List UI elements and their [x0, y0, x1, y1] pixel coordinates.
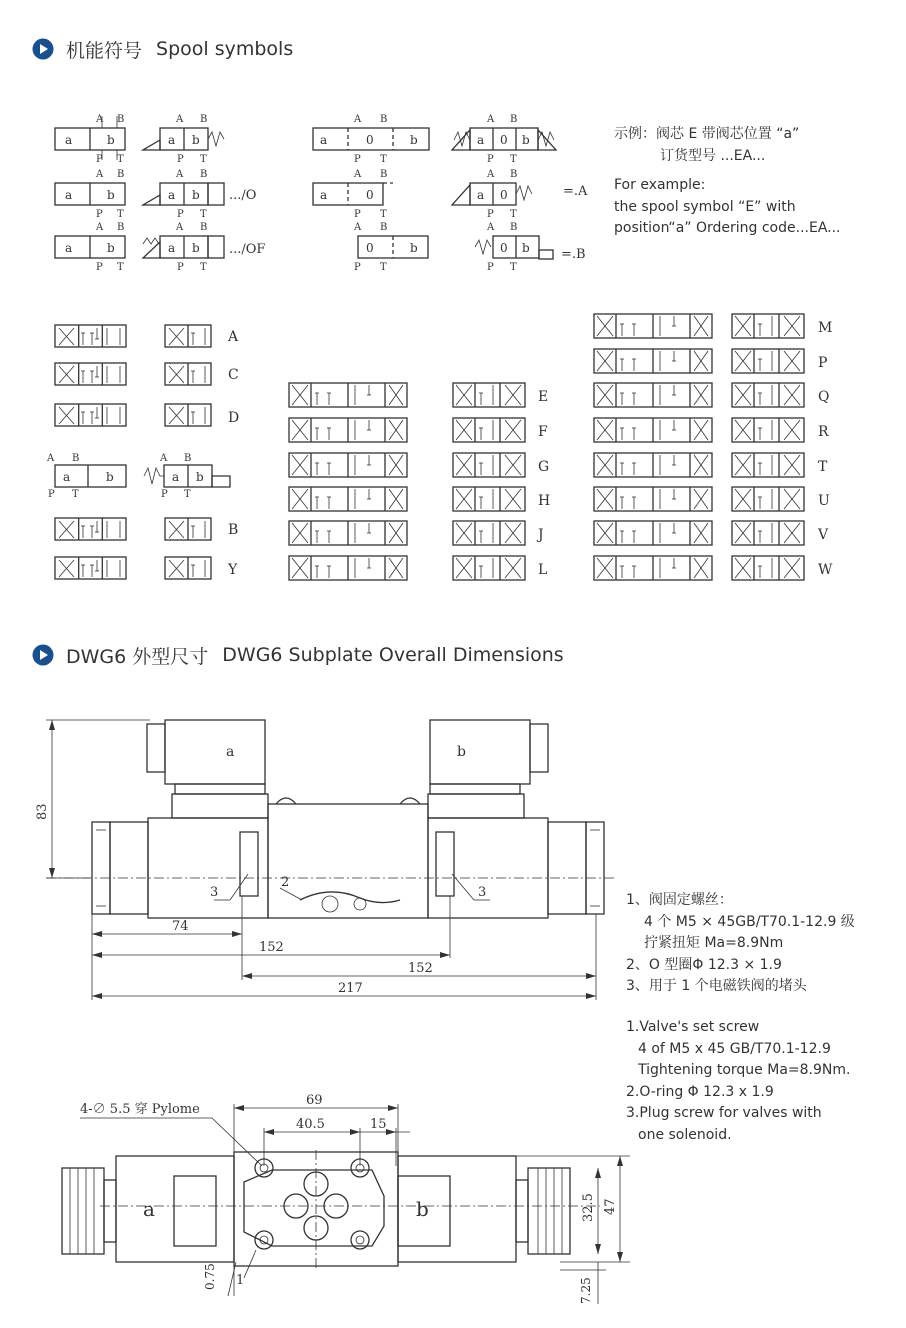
note-cn-line: 拧紧扭矩 Ma=8.9Nm — [644, 935, 784, 951]
dimension-label: 74 — [172, 919, 189, 934]
port-label: A — [354, 169, 362, 180]
port-label: P — [487, 262, 494, 273]
position-label: b — [410, 133, 418, 147]
port-label: P — [354, 154, 361, 165]
dimension-label: 152 — [408, 961, 433, 976]
port-label: A — [487, 114, 495, 125]
port-label: P — [161, 489, 168, 500]
position-label: 0 — [366, 133, 374, 147]
position-label: b — [522, 241, 530, 255]
port-label: T — [117, 209, 124, 220]
note-en-line: 4 of M5 x 45 GB/T70.1-12.9 — [638, 1040, 831, 1057]
callout-number: 3 — [478, 885, 487, 900]
port-label: A — [96, 114, 104, 125]
port-label: A — [354, 114, 362, 125]
port-label: P — [96, 262, 103, 273]
port-label: B — [200, 222, 208, 233]
example-cn-line: 订货型号 ...EA... — [660, 147, 766, 164]
port-label: P — [96, 209, 103, 220]
variant-label-of: .../OF — [229, 242, 266, 257]
solenoid-label-b: b — [416, 1197, 429, 1221]
port-label: T — [510, 209, 517, 220]
port-label: T — [72, 489, 79, 500]
section-title-cn: 机能符号 — [66, 39, 143, 62]
port-label: A — [96, 169, 104, 180]
port-label: B — [200, 114, 208, 125]
position-label: b — [192, 188, 200, 202]
note-en-line: 3.Plug screw for valves with — [626, 1105, 822, 1121]
position-label: b — [107, 133, 115, 147]
spool-letter: P — [818, 355, 828, 371]
dimension-label: 69 — [306, 1093, 323, 1108]
dimension-label: 47 — [603, 1198, 618, 1215]
port-label: P — [354, 262, 361, 273]
callout-number: 2 — [281, 875, 290, 890]
port-label: B — [510, 169, 518, 180]
spool-letter: G — [538, 459, 550, 475]
port-label: A — [96, 222, 104, 233]
dimension-label: 7.25 — [579, 1277, 593, 1304]
notes-en — [626, 1017, 850, 1146]
port-label: P — [487, 154, 494, 165]
spool-letter: D — [228, 410, 240, 426]
position-label: b — [192, 133, 200, 147]
spool-letter: B — [228, 522, 239, 538]
port-label: A — [487, 169, 495, 180]
spool-letter: R — [818, 424, 829, 440]
spool-letter: Q — [818, 389, 830, 405]
port-label: T — [510, 262, 517, 273]
example-en-line: position“a” Ordering code...EA... — [614, 220, 841, 236]
callout-number: 1 — [236, 1273, 245, 1288]
position-label: 0 — [366, 241, 374, 255]
port-label: P — [177, 262, 184, 273]
port-label: P — [177, 209, 184, 220]
position-label: a — [477, 188, 485, 202]
position-label: b — [410, 241, 418, 255]
port-label: T — [117, 154, 124, 165]
hole-label: 4-∅ 5.5 穿 Pylome — [80, 1102, 200, 1117]
port-label: B — [200, 169, 208, 180]
front-view — [35, 720, 616, 1000]
position-label: a — [168, 241, 176, 255]
dimension-label: 152 — [259, 940, 284, 955]
dimension-label: 0.75 — [203, 1263, 217, 1290]
port-label: B — [117, 169, 125, 180]
notes-cn — [626, 890, 855, 998]
section-title-cn: DWG6 外型尺寸 — [66, 645, 209, 668]
port-label: P — [177, 154, 184, 165]
port-label: A — [487, 222, 495, 233]
port-label: P — [487, 209, 494, 220]
position-label: a — [65, 241, 73, 255]
port-label: A — [354, 222, 362, 233]
port-label: T — [184, 489, 191, 500]
port-label: T — [380, 262, 387, 273]
note-cn-line: 1、阀固定螺丝： — [626, 892, 733, 908]
port-label: P — [96, 154, 103, 165]
port-label: P — [354, 209, 361, 220]
callout-number: 3 — [210, 885, 219, 900]
section-title-en: DWG6 Subplate Overall Dimensions — [222, 644, 564, 666]
spool-letter: H — [538, 493, 551, 509]
note-cn-line: 2、O 型圈Φ 12.3 × 1.9 — [626, 956, 782, 973]
solenoid-label-a: a — [226, 744, 235, 760]
example-cn-line: 示例：阀芯 E 带阀芯位置 “a” — [614, 126, 800, 142]
spool-letter: W — [818, 562, 833, 578]
dimension-label: 32.5 — [581, 1193, 596, 1222]
position-label: a — [168, 133, 176, 147]
example-en-line: For example: — [614, 177, 706, 193]
port-label: T — [380, 209, 387, 220]
spool-letter: L — [538, 562, 548, 578]
note-en-line: 2.O-ring Φ 12.3 x 1.9 — [626, 1083, 774, 1100]
port-label: A — [176, 222, 184, 233]
variant-label-o: .../O — [229, 188, 257, 203]
spool-letter: J — [538, 527, 544, 543]
port-label: T — [200, 209, 207, 220]
position-label: b — [522, 133, 530, 147]
port-label: B — [510, 222, 518, 233]
port-label: P — [48, 489, 55, 500]
port-label: B — [380, 114, 388, 125]
port-label: B — [117, 222, 125, 233]
position-label: 0 — [500, 133, 508, 147]
dimension-label: 15 — [370, 1117, 387, 1132]
port-label: B — [380, 222, 388, 233]
dimension-label: 40.5 — [296, 1117, 325, 1132]
spool-letter: T — [818, 459, 828, 475]
dimension-label: 217 — [338, 981, 363, 996]
port-label: T — [200, 154, 207, 165]
position-label: a — [172, 470, 180, 484]
section-title-en: Spool symbols — [156, 38, 294, 60]
position-label: 0 — [366, 188, 374, 202]
position-label: a — [65, 133, 73, 147]
note-cn-line: 4 个 M5 × 45GB/T70.1-12.9 级 — [644, 913, 855, 930]
spool-letter: U — [818, 493, 830, 509]
position-label: b — [107, 241, 115, 255]
top-view — [62, 1093, 630, 1304]
example-en-line: the spool symbol “E” with — [614, 198, 796, 215]
port-label: A — [47, 453, 55, 464]
position-label: 0 — [500, 188, 508, 202]
note-cn-line: 3、用于 1 个电磁铁阀的堵头 — [626, 978, 807, 994]
port-label: B — [510, 114, 518, 125]
dimension-label: 83 — [35, 803, 50, 820]
spool-letter: Y — [228, 562, 238, 578]
position-label: a — [477, 133, 485, 147]
note-en-line: 1.Valve's set screw — [626, 1019, 760, 1035]
port-label: B — [72, 453, 80, 464]
position-label: a — [320, 188, 328, 202]
position-label: 0 — [500, 241, 508, 255]
variant-label-eq-b: =.B — [561, 247, 586, 262]
spool-letter: E — [538, 389, 549, 405]
port-label: T — [380, 154, 387, 165]
position-label: a — [320, 133, 328, 147]
port-label: A — [176, 169, 184, 180]
spool-letter: F — [538, 424, 548, 440]
spool-letter: C — [228, 367, 239, 383]
position-label: a — [168, 188, 176, 202]
note-en-line: Tightening torque Ma=8.9Nm. — [638, 1062, 851, 1078]
port-label: T — [510, 154, 517, 165]
port-label: A — [160, 453, 168, 464]
variant-label-eq-a: =.A — [563, 184, 588, 199]
port-label: A — [176, 114, 184, 125]
port-label: B — [184, 453, 192, 464]
port-label: B — [117, 114, 125, 125]
solenoid-label-b: b — [457, 744, 466, 760]
solenoid-label-a: a — [143, 1197, 155, 1221]
position-label: b — [196, 470, 204, 484]
port-label: T — [117, 262, 124, 273]
port-label: B — [380, 169, 388, 180]
position-label: b — [107, 188, 115, 202]
note-en-line: one solenoid. — [638, 1126, 732, 1143]
spool-letter: M — [818, 320, 833, 336]
port-label: T — [200, 262, 207, 273]
position-label: b — [106, 470, 114, 484]
position-label: b — [192, 241, 200, 255]
spool-letter: A — [228, 329, 239, 345]
position-label: a — [63, 470, 71, 484]
position-label: a — [65, 188, 73, 202]
spool-letter: V — [818, 527, 829, 543]
